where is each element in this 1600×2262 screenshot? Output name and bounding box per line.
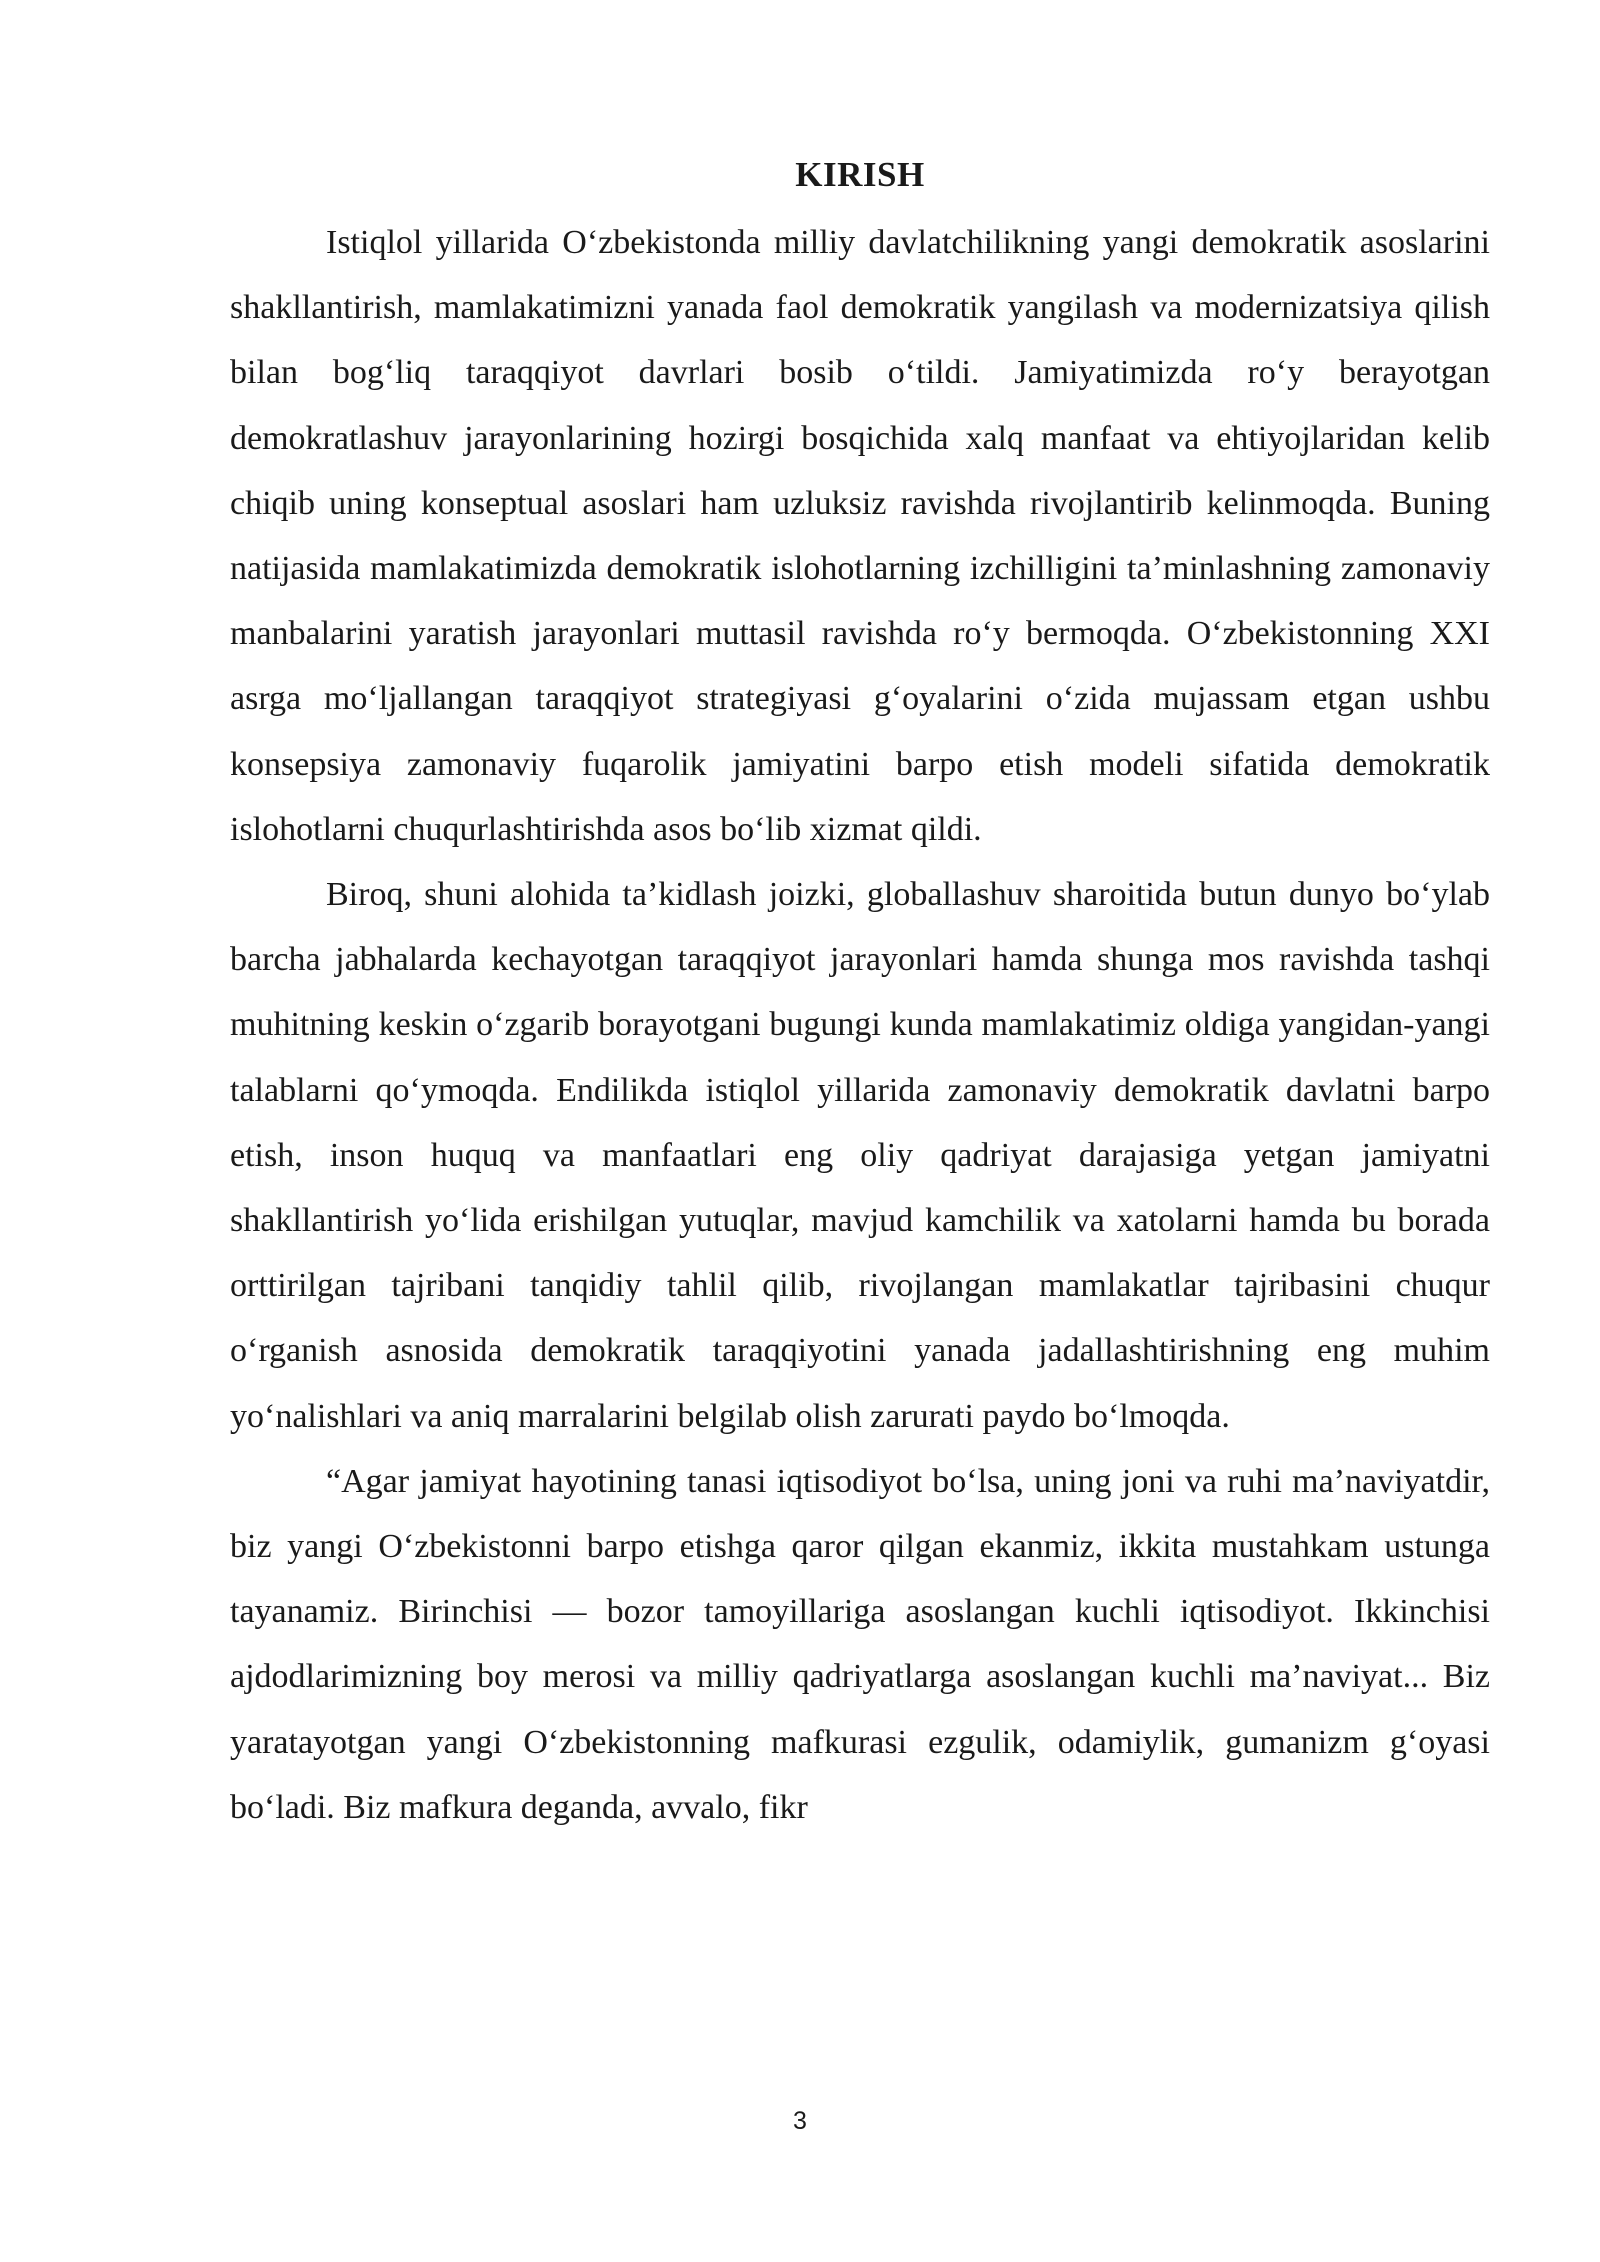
section-heading: KIRISH: [795, 155, 925, 194]
paragraph-3: “Agar jamiyat hayotining tanasi iqtisodiyot bo‘lsa, uning joni va ruhi ma’naviyatdir, biz yangi O‘zbekistonni barpo etishga qaror qilgan ekanmiz, ikkita mustahkam ustunga tayanamiz. Birinchisi — bozor tamoyillariga asoslangan kuchli iqtisodiyot. Ikkinchisi ajdodlarimizning boy merosi va milliy qadriyatlarga asoslangan kuchli ma’naviyat... Biz yaratayotgan yangi O‘zbekistonning mafkurasi ezgulik, odamiylik, gumanizm g‘oyasi bo‘ladi. Biz mafkura deganda, avvalo, fikr: [230, 1462, 1490, 1826]
paragraph-1: Istiqlol yillarida O‘zbekistonda milliy davlatchilikning yangi demokratik asoslarini shakllantirish, mamlakatimizni yanada faol demokratik yangilash va modernizatsiya qilish bilan bog‘liq taraqqiyot davrlari bosib o‘tildi. Jamiyatimizda ro‘y berayotgan demokratlashuv jarayonlarining hozirgi bosqichida xalq manfaat va ehtiyojlaridan kelib chiqib uning konseptual asoslari ham uzluksiz ravishda rivojlantirib kelinmoqda. Buning natijasida mamlakatimizda demokratik islohotlarning izchilligini ta’minlashning zamonaviy manbalarini yaratish jarayonlari muttasil ravishda ro‘y bermoqda. O‘zbekistonning XXI asrga mo‘ljallangan taraqqiyot strategiyasi g‘oyalarini o‘zida mujassam etgan ushbu konsepsiya zamonaviy fuqarolik jamiyatini barpo etish modeli sifatida demokratik islohotlarni chuqurlashtirishda asos bo‘lib xizmat qildi.: [230, 224, 1490, 848]
page-content: [230, 140, 1490, 1840]
paragraph-2: Biroq, shuni alohida ta’kidlash joizki, globallashuv sharoitida butun dunyo bo‘ylab barcha jabhalarda kechayotgan taraqqiyot jarayonlari hamda shunga mos ravishda tashqi muhitning keskin o‘zgarib borayotgani bugungi kunda mamlakatimiz oldiga yangidan-yangi talablarni qo‘ymoqda. Endilikda istiqlol yillarida zamonaviy demokratik davlatni barpo etish, inson huquq va manfaatlari eng oliy qadriyat darajasiga yetgan jamiyatni shakllantirish yo‘lida erishilgan yutuqlar, mavjud kamchilik va xatolarni hamda bu borada orttirilgan tajribani tanqidiy tahlil qilib, rivojlangan mamlakatlar tajribasini chuqur o‘rganish asnosida demokratik taraqqiyotini yanada jadallashtirishning eng muhim yo‘nalishlari va aniq marralarini belgilab olish zarurati paydo bo‘lmoqda.: [230, 876, 1490, 1435]
page-number: 3: [793, 2107, 807, 2135]
